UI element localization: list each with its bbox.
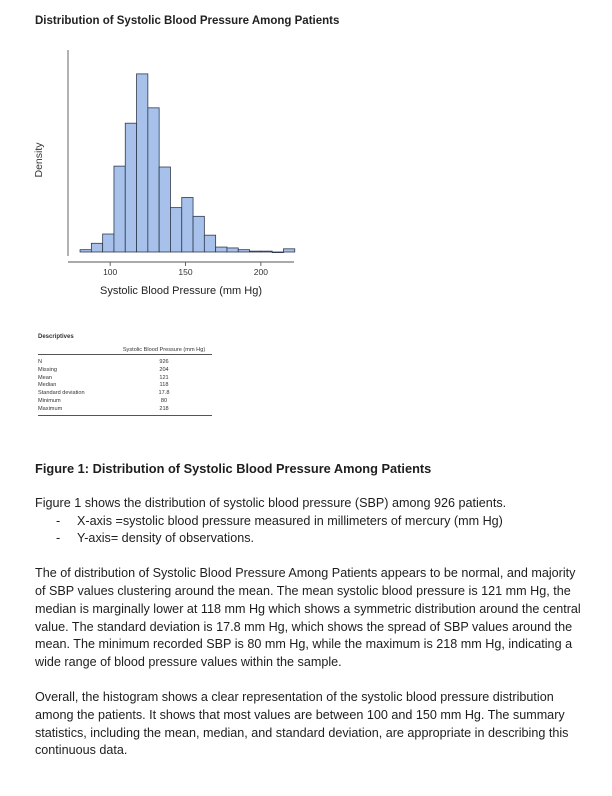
row-value: 121 (159, 374, 169, 381)
descriptives-table-panel (38, 334, 216, 416)
row-label: Maximum (38, 405, 116, 415)
histogram-bar (272, 252, 283, 253)
histogram-bars (80, 74, 295, 253)
analysis-paragraph: The of distribution of Systolic Blood Pressure Among Patients appears to be normal, and majority of SBP values clustering around the mean. The mean systolic blood pressure is 121 mm Hg, the median is marginally lower at 118 mm Hg which shows a symmetric distribution around the central value. The standard deviation is 17.8 mm Hg, which shows the spread of SBP values around the mean. The minimum recorded SBP is 80 mm Hg, while the maximum is 218 mm Hg, indicating a wide range of blood pressure values within the sample. (35, 566, 581, 670)
row-value: 80 (160, 397, 168, 404)
histogram-bar (204, 235, 215, 252)
table-row (38, 366, 212, 374)
row-value: 926 (159, 359, 169, 365)
histogram-bar (137, 74, 148, 252)
row-label: Missing (38, 366, 57, 373)
row-value: 118 (159, 382, 169, 389)
descriptives-table (38, 345, 212, 416)
bullet-dash: - (56, 531, 61, 546)
intro-paragraph: Figure 1 shows the distribution of systolic blood pressure (SBP) among 926 patients. (35, 495, 507, 510)
histogram-bar (193, 216, 204, 252)
histogram-chart (0, 40, 300, 310)
axis-bullet-list (35, 513, 585, 549)
figure-caption: Figure 1: Distribution of Systolic Blood Pressure Among Patients (35, 461, 432, 476)
histogram-bar (216, 247, 227, 252)
histogram-bar (114, 166, 125, 252)
row-label: Median (38, 382, 57, 389)
bullet-text: X-axis =systolic blood pressure measured in millimeters of mercury (mm Hg) (77, 513, 503, 528)
list-item (35, 513, 585, 531)
descriptives-title: Descriptives (38, 334, 74, 340)
conclusion-paragraph: Overall, the histogram shows a clear representation of the systolic blood pressure distribution among the patients. It shows that most values are between 100 and 150 mm Hg. The summary statistics, including the mean, median, and standard deviation, are appropriate in describing this continuous data. (35, 689, 569, 758)
table-row (38, 405, 212, 415)
histogram-bar (250, 251, 261, 252)
row-label: Minimum (38, 397, 61, 404)
histogram-bar (261, 251, 272, 252)
table-row (38, 389, 212, 397)
table-row (38, 355, 212, 366)
histogram-bar (159, 167, 170, 252)
x-tick-label: 100 (103, 267, 118, 277)
histogram-bar (125, 123, 136, 252)
x-axis-ticks (103, 262, 268, 277)
bullet-dash: - (56, 513, 61, 528)
row-label: Standard deviation (38, 390, 85, 397)
histogram-bar (182, 197, 193, 252)
histogram-bar (103, 234, 114, 252)
x-tick-label: 200 (253, 267, 268, 277)
table-row (38, 381, 212, 389)
descriptives-corner-header (38, 345, 116, 355)
list-item (35, 530, 585, 548)
histogram-bar (80, 250, 91, 252)
row-value: 17.8 (158, 390, 170, 397)
row-label: N (38, 359, 43, 365)
x-axis-label: Systolic Blood Pressure (mm Hg) (100, 285, 262, 297)
row-value: 218 (116, 405, 212, 415)
histogram-bar (227, 248, 238, 252)
histogram-bar (91, 243, 102, 252)
chart-title: Distribution of Systolic Blood Pressure Among Patients (35, 15, 340, 27)
histogram-bar (238, 250, 249, 252)
document-body (35, 460, 585, 777)
bullet-text: Y-axis= density of observations. (77, 531, 254, 546)
descriptives-column-header: Systolic Blood Pressure (mm Hg) (116, 345, 212, 355)
table-row (38, 374, 212, 382)
row-label: Mean (38, 374, 52, 381)
histogram-bar (283, 249, 294, 252)
histogram-bar (148, 108, 159, 252)
histogram-bar (170, 208, 181, 252)
y-axis-label: Density (33, 142, 45, 178)
row-value: 204 (159, 366, 169, 373)
x-tick-label: 150 (178, 267, 193, 277)
table-row (38, 397, 212, 405)
